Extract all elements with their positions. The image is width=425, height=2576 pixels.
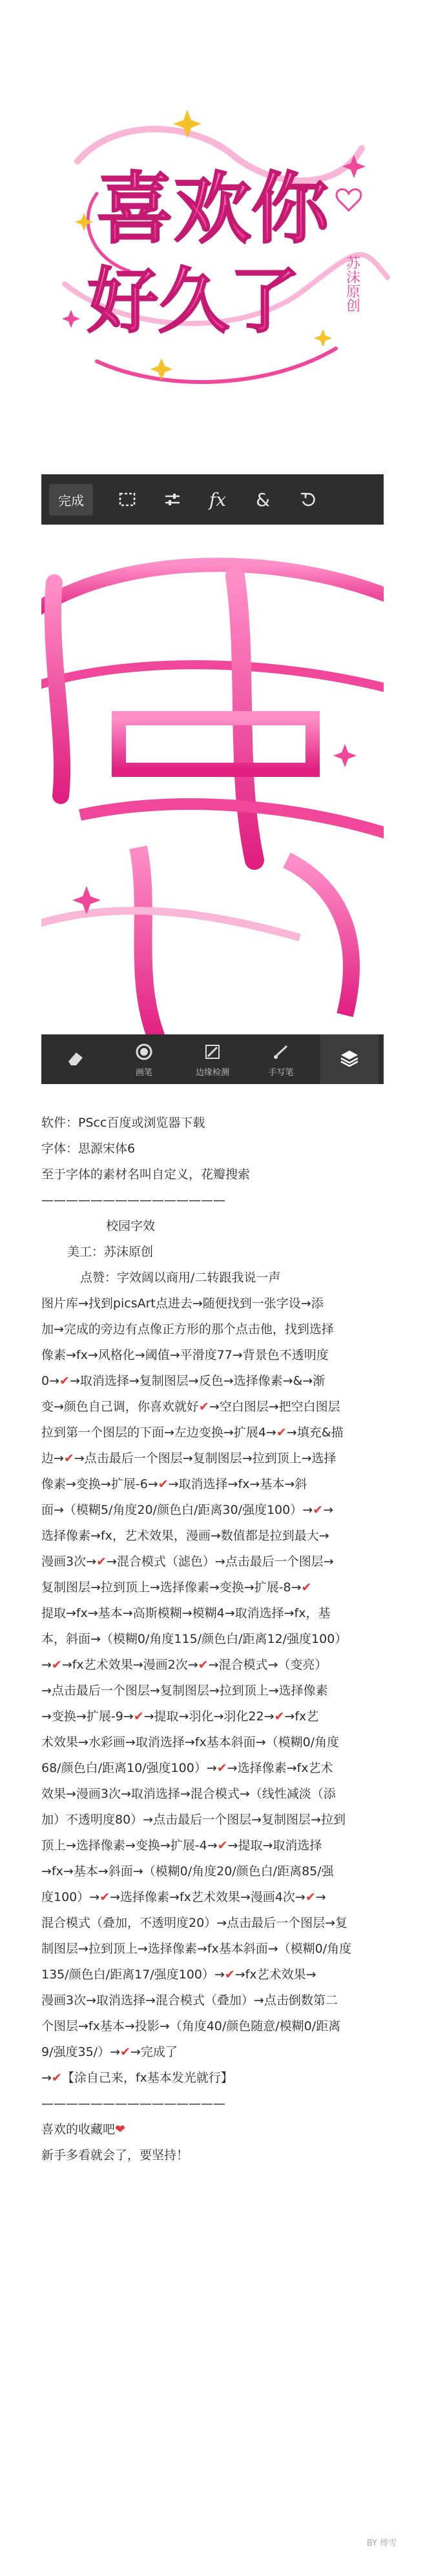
step-line: →✔→fx艺术效果→漫画2次→✔→混合模式→（变亮） xyxy=(41,1658,327,1672)
step-line: 0→✔→取消选择→复制图层→反色→选择像素→&→渐 xyxy=(41,1374,326,1388)
step-line: 本，斜面→（模糊0/角度115/颜色白/距离12/强度100） xyxy=(41,1632,347,1646)
check-icon: ✔ xyxy=(198,1658,209,1672)
canvas-art xyxy=(41,525,384,1034)
closing-line-1: 喜欢的收藏吧❤ xyxy=(41,2122,125,2137)
edge-detect-icon xyxy=(202,1041,223,1063)
step-line: 边→✔→点击最后一个图层→复制图层→拉到顶上→选择 xyxy=(41,1451,337,1465)
check-icon: ✔ xyxy=(301,1580,312,1595)
brush-icon xyxy=(133,1041,155,1063)
brush-tool[interactable] xyxy=(115,1041,173,1078)
undo-icon[interactable] xyxy=(285,474,331,525)
emblem-art xyxy=(0,0,425,452)
step-line: 混合模式（叠加，不透明度20）→点击最后一个图层→复 xyxy=(41,1916,348,1930)
check-icon: ✔ xyxy=(51,2071,62,2085)
check-icon: ✔ xyxy=(224,1967,235,1982)
check-icon: ✔ xyxy=(59,1374,70,1388)
eraser-tool[interactable] xyxy=(47,1047,105,1072)
editor-toolbar xyxy=(41,474,384,525)
steps-block xyxy=(41,1291,386,2091)
step-line: 复制图层→拉到顶上→选择像素→变换→扩展-8→✔ xyxy=(41,1580,312,1595)
separator-bottom: ——————————————— xyxy=(41,2097,225,2111)
check-icon: ✔ xyxy=(133,1709,144,1724)
layers-tool[interactable] xyxy=(320,1034,378,1084)
footer-credit: BY 傅雪 xyxy=(366,2539,397,2548)
step-line: 像素→fx→风格化→阈值→平滑度77→背景色不透明度 xyxy=(41,1348,329,1362)
closing-line-2: 新手多看就会了，要坚持！ xyxy=(41,2148,189,2162)
eraser-icon xyxy=(65,1047,87,1069)
notice-line: 点赞：字效阔以商用/二转跟我说一声 xyxy=(80,1271,281,1285)
step-line: 提取→fx→基本→高斯模糊→模糊4→取消选择→fx，基 xyxy=(41,1606,331,1620)
brush-label: 画笔 xyxy=(135,1068,152,1078)
heart-icon: ❤ xyxy=(115,2122,125,2137)
step-line: 漫画3次→取消选择→混合模式（叠加）→点击倒数第二 xyxy=(41,1993,338,2007)
step-line: 像素→变换→扩展-6→✔→取消选择→fx→基本→斜 xyxy=(41,1477,307,1491)
check-icon: ✔ xyxy=(217,1838,228,1853)
edge-detect-label: 边缘检测 xyxy=(195,1068,229,1078)
hero-artwork xyxy=(0,0,425,452)
separator: ——————————————— xyxy=(41,1193,225,1207)
check-icon: ✔ xyxy=(198,1400,209,1414)
artist-line: 美工：苏沫原创 xyxy=(67,1245,154,1259)
check-icon: ✔ xyxy=(99,1890,110,1904)
hero-signature: 苏沫原创 xyxy=(344,256,360,312)
step-line: 个图层→fx基本→投影→（角度40/颜色随意/模糊0/距离 xyxy=(41,2019,341,2033)
edge-detect-tool[interactable] xyxy=(183,1041,242,1078)
hero-main-text: 喜欢你 xyxy=(96,163,329,254)
check-icon: ✔ xyxy=(216,1761,227,1775)
step-line: 效果→漫画3次→取消选择→混合模式→（线性减淡（添 xyxy=(41,1787,336,1801)
done-button[interactable]: 完成 xyxy=(49,484,93,516)
check-icon: ✔ xyxy=(63,1451,74,1465)
select-icon[interactable] xyxy=(105,474,150,525)
step-line: →✔【涂自己来，fx基本发光就行】 xyxy=(41,2071,233,2085)
layers-icon xyxy=(338,1047,360,1069)
check-icon: ✔ xyxy=(274,1709,285,1724)
step-line: →变换→扩展-9→✔→提取→羽化→羽化22→✔→fx艺 xyxy=(41,1709,319,1724)
check-icon: ✔ xyxy=(51,1658,62,1672)
step-line: →点击最后一个图层→复制图层→拉到顶上→选择像素 xyxy=(41,1684,328,1698)
step-line: 术效果→水彩画→取消选择→fx基本斜面→（模糊0/角度 xyxy=(41,1735,340,1749)
check-icon: ✔ xyxy=(96,1555,107,1569)
hero-sub-text: 好久了 xyxy=(87,259,300,343)
editor-bottombar xyxy=(41,1034,384,1084)
handwriting-icon xyxy=(270,1041,292,1063)
step-line: 制图层→拉到顶上→选择像素→fx基本斜面→（模糊0/角度 xyxy=(41,1942,352,1956)
handwriting-tool[interactable] xyxy=(252,1041,310,1078)
fx-icon[interactable] xyxy=(195,474,240,525)
check-icon: ✔ xyxy=(313,1503,324,1517)
step-line: 加→完成的旁边有点像正方形的那个点击他，找到选择 xyxy=(41,1322,334,1336)
step-line: 变→颜色自己调，你喜欢就好✔→空白图层→把空白图层 xyxy=(41,1400,340,1414)
ampersand-icon[interactable] xyxy=(240,474,285,525)
step-line: →fx→基本→斜面→（模糊0/角度20/颜色白/距离85/强 xyxy=(41,1864,334,1878)
handwriting-label: 手写笔 xyxy=(268,1068,294,1078)
step-line: 图片库→找到picsArt点进去→随便找到一张字设→添 xyxy=(41,1296,324,1311)
step-line: 漫画3次→✔→混合模式（滤色）→点击最后一个图层→ xyxy=(41,1555,334,1569)
editor-screenshot xyxy=(41,474,384,1084)
material-line: 至于字体的素材名叫自定义，花瓣搜索 xyxy=(41,1167,251,1182)
check-icon: ✔ xyxy=(305,1890,316,1904)
check-icon: ✔ xyxy=(158,1477,169,1491)
step-line: 68/颜色白/距离10/强度100）→✔→选择像素→fx艺术 xyxy=(41,1761,333,1775)
step-line: 面→（模糊5/角度20/颜色白/距离30/强度100）→✔→ xyxy=(41,1503,333,1517)
step-line: 选择像素→fx，艺术效果，漫画→数值都是拉到最大→ xyxy=(41,1529,329,1543)
tutorial-text xyxy=(41,1110,386,2168)
editor-canvas[interactable] xyxy=(41,525,384,1034)
step-line: 加）不透明度80）→点击最后一个图层→复制图层→拉到 xyxy=(41,1813,346,1827)
fx-label: fx xyxy=(209,488,227,510)
heart-icon xyxy=(337,189,361,210)
check-icon: ✔ xyxy=(276,1425,287,1440)
adjust-icon[interactable] xyxy=(150,474,195,525)
step-line: 顶上→选择像素→变换→扩展-4→✔→提取→取消选择 xyxy=(41,1838,322,1853)
check-icon: ✔ xyxy=(120,2045,130,2059)
font-line: 字体：思源宋体6 xyxy=(41,1142,136,1156)
step-line: 9/强度35/）→✔→完成了 xyxy=(41,2045,178,2059)
software-line: 软件：PScc百度或浏览器下载 xyxy=(41,1116,205,1130)
effect-name: 校园字效 xyxy=(106,1219,156,1233)
step-line: 135/颜色白/距离17/强度100）→✔→fx艺术效果→ xyxy=(41,1967,316,1982)
step-line: 拉到第一个图层的下面→左边变换→扩展4→✔→填充&描 xyxy=(41,1425,344,1440)
step-line: 度100）→✔→选择像素→fx艺术效果→漫画4次→✔→ xyxy=(41,1890,326,1904)
ampersand-label: & xyxy=(256,488,270,510)
